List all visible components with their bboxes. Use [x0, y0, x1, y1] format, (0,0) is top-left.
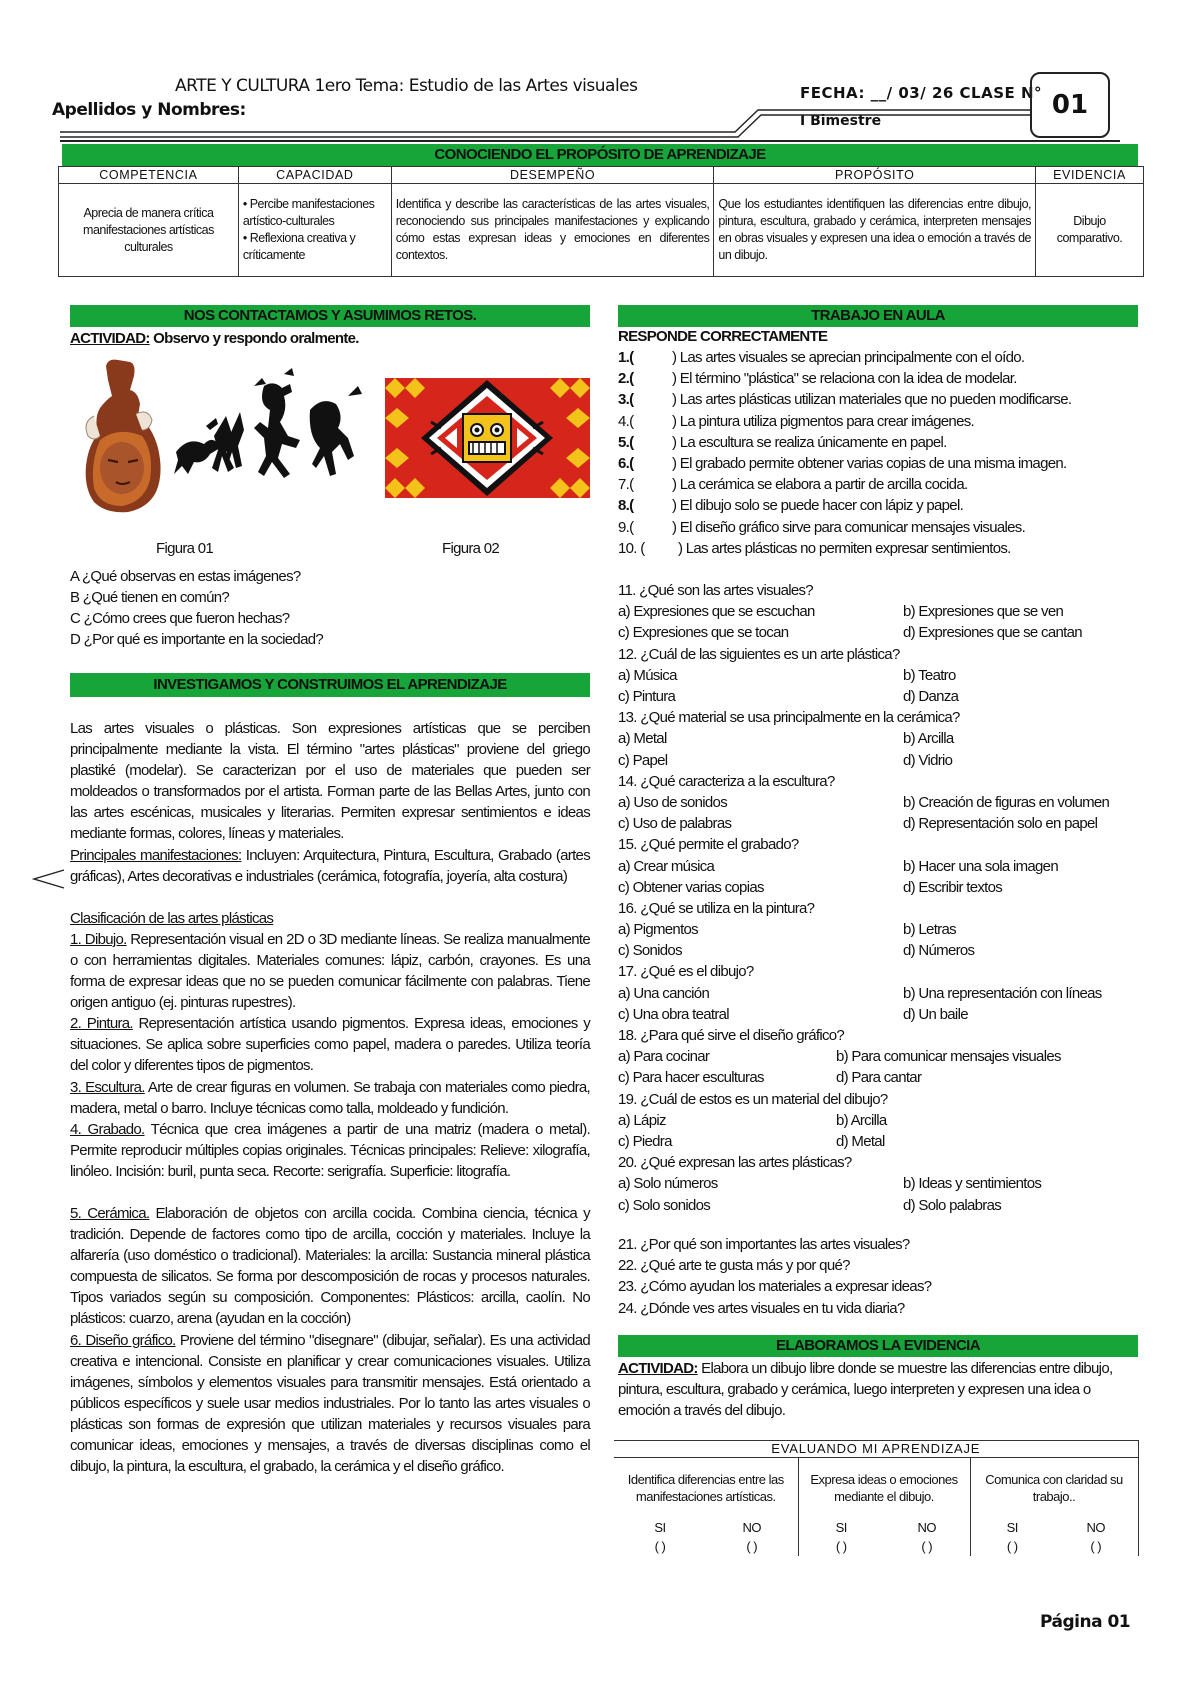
mc-question: 13. ¿Qué material se usa principalmente en la cerámica? [618, 709, 960, 727]
date-class-label: FECHA: __/ 03/ 26 CLASE N° [800, 84, 1043, 102]
multiple-choice-list [618, 580, 1138, 1216]
mc-option[interactable]: b) Para comunicar mensajes visuales [836, 1048, 1061, 1066]
eval-table-wrap [614, 1440, 1139, 1556]
proposito-heading: CONOCIENDO EL PROPÓSITO DE APRENDIZAJE [62, 144, 1138, 166]
mc-option-row [618, 1110, 1138, 1131]
observation-questions [70, 566, 323, 650]
dibujo-paragraph [70, 929, 590, 1013]
class-number: 01 [1051, 90, 1089, 120]
mc-option[interactable]: d) Para cantar [836, 1069, 922, 1087]
diseno-label: 6. Diseño gráfico. [70, 1331, 176, 1349]
observation-question: A ¿Qué observas en estas imágenes? [70, 568, 301, 585]
mc-option[interactable]: d) Representación solo en papel [903, 815, 1098, 833]
mc-question: 11. ¿Qué son las artes visuales? [618, 582, 813, 599]
mc-option[interactable]: a) Expresiones que se escuchan [618, 603, 815, 621]
open-questions [618, 1234, 931, 1319]
intro-paragraph: Las artes visuales o plásticas. Son expresiones artísticas que se perciben principalmente mediante la vista. El término "artes plásticas" proviene del griego plastiké (modelar). Se caracterizan por el uso de materiales que pueden ser moldeados o transformados por el artista. Forman parte de las Bellas Artes, junto con las artes escénicas, musicales y literarias. Permiten expresar sentimientos e ideas mediante formas, colores, líneas y materiales. [70, 720, 590, 843]
mc-option-row [618, 1131, 1138, 1152]
tf-number[interactable]: 10. ( [618, 539, 645, 557]
eval-criterion: Expresa ideas o emociones mediante el dibujo. [798, 1458, 970, 1518]
mc-question: 19. ¿Cuál de estos es un material del dibujo? [618, 1090, 888, 1108]
mc-option[interactable]: b) Expresiones que se ven [903, 603, 1064, 621]
capacidad-cell [238, 184, 391, 277]
mc-option-row [618, 877, 1138, 898]
tf-number[interactable]: 9.( [618, 518, 634, 536]
mc-option[interactable]: a) Lápiz [618, 1111, 666, 1129]
evidencia-activity [618, 1358, 1138, 1421]
eval-checkbox[interactable]: ( ) [654, 1538, 666, 1554]
mc-option-row [618, 601, 1138, 622]
figure-01-image [78, 356, 378, 521]
mc-option[interactable]: c) Obtener varias copias [618, 878, 764, 896]
spacer [70, 1182, 590, 1203]
tf-statement: ) La cerámica se elabora a partir de arcilla cocida. [672, 476, 968, 494]
tf-statement: ) La pintura utiliza pigmentos para crear imágenes. [672, 412, 974, 430]
retos-heading: NOS CONTACTAMOS Y ASUMIMOS RETOS. [70, 305, 590, 327]
tf-statement: ) Las artes visuales se aprecian principalmente con el oído. [672, 349, 1025, 366]
tf-number[interactable]: 4.( [618, 412, 634, 430]
eval-criterion: Identifica diferencias entre las manifestaciones artísticas. [614, 1458, 798, 1518]
mc-option[interactable]: d) Danza [903, 687, 959, 705]
header-divider [0, 0, 1200, 150]
evidencia-act-text: Elabora un dibujo libre donde se muestre las diferencias entre dibujo, pintura, escultura, grabado y cerámica, luego interpreten y expresen una idea o emoción a través del dibujo. [618, 1360, 1113, 1420]
open-question: 22. ¿Qué arte te gusta más y por qué? [618, 1257, 850, 1275]
mc-option[interactable]: c) Sonidos [618, 942, 682, 960]
col-proposito: PROPÓSITO [714, 167, 1036, 184]
document-title: ARTE Y CULTURA 1ero Tema: Estudio de las Artes visuales [175, 76, 638, 96]
tf-statement: ) Las artes plásticas no permiten expresar sentimientos. [678, 539, 1011, 557]
mc-option-row [618, 1004, 1138, 1025]
mc-option[interactable]: a) Para cocinar [618, 1048, 710, 1066]
mc-option-row [618, 983, 1138, 1004]
eval-checkbox[interactable]: ( ) [884, 1537, 970, 1556]
open-question: 24. ¿Dónde ves artes visuales en tu vida diaria? [618, 1299, 905, 1317]
true-false-item [618, 389, 1138, 410]
mc-option[interactable]: c) Pintura [618, 687, 676, 705]
eval-no-label: NO [1054, 1518, 1138, 1537]
tf-number[interactable]: 1.( [618, 349, 634, 366]
capacidad-item: • Reflexiona creativa y críticamente [242, 231, 356, 262]
mc-option[interactable]: d) Números [903, 942, 975, 960]
mc-question: 12. ¿Cuál de las siguientes es un arte plástica? [618, 645, 900, 663]
true-false-item [618, 474, 1138, 495]
true-false-item [618, 453, 1138, 474]
tf-number[interactable]: 7.( [618, 476, 634, 494]
mc-option-row [618, 919, 1138, 940]
tf-number[interactable]: 3.( [618, 391, 634, 409]
proposito-table-wrap [58, 166, 1144, 277]
eval-title: EVALUANDO MI APRENDIZAJE [614, 1441, 1138, 1458]
eval-si-label: SI [654, 1519, 666, 1535]
mc-option-row [618, 940, 1138, 961]
investigamos-heading: INVESTIGAMOS Y CONSTRUIMOS EL APRENDIZAJE [70, 673, 590, 697]
pintura-text: Representación artística usando pigmentos. Expresa ideas, emociones y situaciones. Se aplica sobre superficies como papel, madera o paredes. Utiliza teoría del color y diferentes tipos de pigmentos. [70, 1015, 591, 1075]
tf-statement: ) El término "plástica" se relaciona con la idea de modelar. [672, 370, 1017, 388]
true-false-item [618, 495, 1138, 516]
diseno-paragraph [70, 1330, 590, 1478]
true-false-list [618, 347, 1138, 559]
escultura-paragraph [70, 1077, 590, 1119]
mc-question: 16. ¿Qué se utiliza en la pintura? [618, 899, 815, 917]
mc-option-row [618, 1046, 1138, 1067]
mc-option[interactable]: c) Piedra [618, 1133, 672, 1151]
diseno-text: Proviene del término "disegnare" (dibujar, señalar). Es una actividad creativa e intencional. Consiste en planificar y crear comunicaciones visuales. Utiliza imágenes, símbolos y elementos visuales para transmitir mensajes. Está orientado a públicos específicos y suele usar medios industriales. Por lo tanto las artes visuales o plásticas son formas de expresión que utilizan materiales y recursos visuales para comunicar ideas, emociones y mensajes, a través de diversas disciplinas como el dibujo, la pintura, la escultura, el grabado, la cerámica y el diseño gráfico. [70, 1331, 590, 1476]
eval-si-label: SI [835, 1519, 847, 1535]
mc-option-row [618, 750, 1138, 771]
mc-option[interactable]: a) Metal [618, 730, 667, 748]
observation-question: C ¿Cómo crees que fueron hechas? [70, 610, 290, 628]
eval-si-label: SI [1006, 1519, 1018, 1535]
evidencia-heading: ELABORAMOS LA EVIDENCIA [618, 1335, 1138, 1357]
mc-option[interactable]: b) Una representación con líneas [903, 984, 1102, 1002]
figure-01-caption: Figura 01 [156, 540, 214, 557]
mc-option-row [618, 856, 1138, 877]
mc-question: 14. ¿Qué caracteriza a la escultura? [618, 772, 835, 790]
mc-option-row [618, 1067, 1138, 1088]
pintura-paragraph [70, 1013, 590, 1076]
names-label: Apellidos y Nombres: [52, 100, 246, 120]
grabado-text: Técnica que crea imágenes a partir de una matriz (madera o metal). Permite reproducir múltiples copias originales. Técnicas principales: Relieve: xilografía, linóleo. Incisión: buril, punta seca. Recorte: serigrafía. Superficie: litografía. [70, 1120, 590, 1180]
col-desempeno: DESEMPEÑO [391, 167, 714, 184]
mc-option[interactable]: b) Letras [903, 921, 956, 939]
true-false-item [618, 538, 1138, 559]
evidencia-act-label: ACTIVIDAD: [618, 1360, 698, 1377]
theory-body [70, 718, 590, 1477]
escultura-label: 3. Escultura. [70, 1078, 145, 1096]
bimester-label: I Bimestre [800, 113, 882, 129]
mc-option[interactable]: b) Teatro [903, 666, 956, 684]
eval-checkbox[interactable]: ( ) [835, 1538, 847, 1554]
actividad-line [70, 328, 359, 349]
mc-option[interactable]: c) Papel [618, 751, 668, 769]
mc-option[interactable]: a) Pigmentos [618, 921, 698, 939]
mc-option[interactable]: a) Uso de sonidos [618, 793, 728, 811]
margin-arrow-icon [32, 868, 66, 890]
actividad-text: Observo y respondo oralmente. [149, 330, 359, 347]
figure-02-image [385, 378, 590, 498]
tf-statement: ) El diseño gráfico sirve para comunicar mensajes visuales. [672, 518, 1026, 536]
eval-no-label: NO [706, 1518, 798, 1537]
true-false-item [618, 432, 1138, 453]
mc-option[interactable]: b) Arcilla [903, 730, 954, 748]
tf-statement: ) El dibujo solo se puede hacer con lápiz y papel. [672, 497, 964, 515]
eval-criterion: Comunica con claridad su trabajo.. [970, 1458, 1138, 1518]
mc-option[interactable]: b) Hacer una sola imagen [903, 857, 1058, 875]
eval-table [614, 1440, 1139, 1556]
open-question: 21. ¿Por qué son importantes las artes visuales? [618, 1236, 910, 1253]
col-competencia: COMPETENCIA [59, 167, 239, 184]
page-number: Página 01 [1040, 1612, 1131, 1632]
mc-option[interactable]: b) Creación de figuras en volumen [903, 793, 1110, 811]
tf-statement: ) Las artes plásticas utilizan materiales que no pueden modificarse. [672, 391, 1072, 409]
mc-option[interactable]: a) Crear música [618, 857, 715, 875]
eval-no-label: NO [884, 1518, 970, 1537]
mc-option-row [618, 728, 1138, 749]
manifestaciones-label: Principales manifestaciones: [70, 846, 242, 864]
tf-statement: ) El grabado permite obtener varias copias de una misma imagen. [672, 455, 1067, 473]
mc-option-row [618, 686, 1138, 707]
mc-question: 17. ¿Qué es el dibujo? [618, 963, 754, 981]
true-false-item [618, 368, 1138, 389]
spacer [70, 887, 590, 908]
ceramica-label: 5. Cerámica. [70, 1204, 150, 1222]
mc-option[interactable]: d) Solo palabras [903, 1196, 1002, 1214]
mc-option[interactable]: b) Arcilla [836, 1111, 887, 1129]
mc-option-row [618, 665, 1138, 686]
mc-option-row [618, 1195, 1138, 1216]
tf-number[interactable]: 2.( [618, 370, 634, 388]
true-false-item [618, 411, 1138, 432]
proposito-table [58, 166, 1144, 277]
responde-label: RESPONDE CORRECTAMENTE [618, 328, 828, 345]
true-false-item [618, 517, 1138, 538]
mc-option[interactable]: d) Escribir textos [903, 878, 1003, 896]
mc-option[interactable]: c) Solo sonidos [618, 1196, 711, 1214]
dibujo-label: 1. Dibujo. [70, 930, 127, 948]
clasificacion-label: Clasificación de las artes plásticas [70, 909, 274, 927]
proposito-cell: Que los estudiantes identifiquen las diferencias entre dibujo, pintura, escultura, grabado y cerámica, interpreten mensajes en obras visuales y expresen una idea o emoción a través de un dibujo. [714, 184, 1036, 277]
competencia-cell: Aprecia de manera crítica manifestaciones artísticas culturales [59, 184, 239, 277]
mc-option-row [618, 1173, 1138, 1194]
eval-checkbox[interactable]: ( ) [706, 1537, 798, 1556]
tf-number[interactable]: 5.( [618, 433, 634, 451]
manifestaciones-paragraph [70, 845, 590, 887]
dibujo-text: Representación visual en 2D o 3D mediante líneas. Se realiza manualmente o con herramientas digitales. Materiales comunes: lápiz, carbón, crayones. Es una forma de expresar ideas que no se pueden comunicar fácilmente con palabras. Tiene origen antiguo (ej. pinturas rupestres). [70, 930, 591, 1012]
clasificacion-heading [70, 908, 590, 929]
mc-option[interactable]: a) Música [618, 666, 677, 684]
eval-checkbox[interactable]: ( ) [1054, 1537, 1138, 1556]
figure-02-caption: Figura 02 [442, 540, 500, 557]
true-false-item [618, 347, 1138, 368]
mc-question: 18. ¿Para qué sirve el diseño gráfico? [618, 1027, 845, 1045]
ceramica-text: Elaboración de objetos con arcilla cocida. Combina ciencia, técnica y tradición. Depende de factores como tipo de arcilla, cocción y materiales. Incluye la alfarería (uso doméstico o tradicional). Materiales: la arcilla: Sustancia mineral plástica compuesta de silicatos. Se forma por descomposición de rocas y procesos naturales. Tipos variados según su composición. Componentes: Plásticos: arcilla, caolín. No plásticos: cuarzo, arena (ayudan en la cocción) [70, 1204, 590, 1328]
mc-option[interactable]: d) Expresiones que se cantan [903, 624, 1082, 642]
desempeno-cell: Identifica y describe las características de las artes visuales, reconociendo sus principales manifestaciones y explicando cómo estas expresan ideas y emociones en diferentes contextos. [391, 184, 714, 277]
capacidad-item: • Percibe manifestaciones artístico-culturales [242, 197, 375, 228]
grabado-label: 4. Grabado. [70, 1120, 145, 1138]
mc-question: 20. ¿Qué expresan las artes plásticas? [618, 1154, 852, 1172]
observation-question: D ¿Por qué es importante en la sociedad? [70, 631, 323, 649]
mc-option[interactable]: d) Un baile [903, 1005, 968, 1023]
tf-number[interactable]: 8.( [618, 497, 634, 515]
mc-option-row [618, 813, 1138, 834]
pintura-label: 2. Pintura. [70, 1015, 133, 1033]
mc-option[interactable]: c) Una obra teatral [618, 1005, 729, 1023]
mc-option[interactable]: c) Expresiones que se tocan [618, 624, 789, 642]
mc-option-row [618, 622, 1138, 643]
mc-option[interactable]: a) Una canción [618, 984, 710, 1002]
evidencia-cell: Dibujo comparativo. [1036, 184, 1144, 277]
escultura-text: Arte de crear figuras en volumen. Se trabaja con materiales como piedra, madera, metal o barro. Incluye técnicas como talla, moldeado y fundición. [70, 1078, 590, 1117]
mc-option[interactable]: c) Para hacer esculturas [618, 1069, 764, 1087]
mc-option[interactable]: a) Solo números [618, 1175, 718, 1193]
open-question: 23. ¿Cómo ayudan los materiales a expresar ideas? [618, 1278, 932, 1296]
mc-option[interactable]: d) Metal [836, 1133, 885, 1151]
col-evidencia: EVIDENCIA [1036, 167, 1144, 184]
tf-statement: ) La escultura se realiza únicamente en papel. [672, 433, 947, 451]
tf-number[interactable]: 6.( [618, 455, 634, 473]
manifestaciones-text: Incluyen: Arquitectura, Pintura, Escultura, Grabado (artes gráficas), Artes decorativas e industriales (cerámica, fotografía, joyería, alta costura) [70, 846, 591, 885]
mc-option-row [618, 792, 1138, 813]
mc-option[interactable]: c) Uso de palabras [618, 815, 732, 833]
mc-option[interactable]: d) Vidrio [903, 751, 953, 769]
col-capacidad: CAPACIDAD [238, 167, 391, 184]
grabado-paragraph [70, 1119, 590, 1182]
mc-question: 15. ¿Qué permite el grabado? [618, 836, 799, 854]
actividad-label: ACTIVIDAD: [70, 330, 150, 347]
mc-option[interactable]: b) Ideas y sentimientos [903, 1175, 1042, 1193]
eval-checkbox[interactable]: ( ) [1006, 1538, 1018, 1554]
aula-heading: TRABAJO EN AULA [618, 305, 1138, 327]
observation-question: B ¿Qué tienen en común? [70, 589, 230, 607]
ceramica-paragraph [70, 1203, 590, 1330]
